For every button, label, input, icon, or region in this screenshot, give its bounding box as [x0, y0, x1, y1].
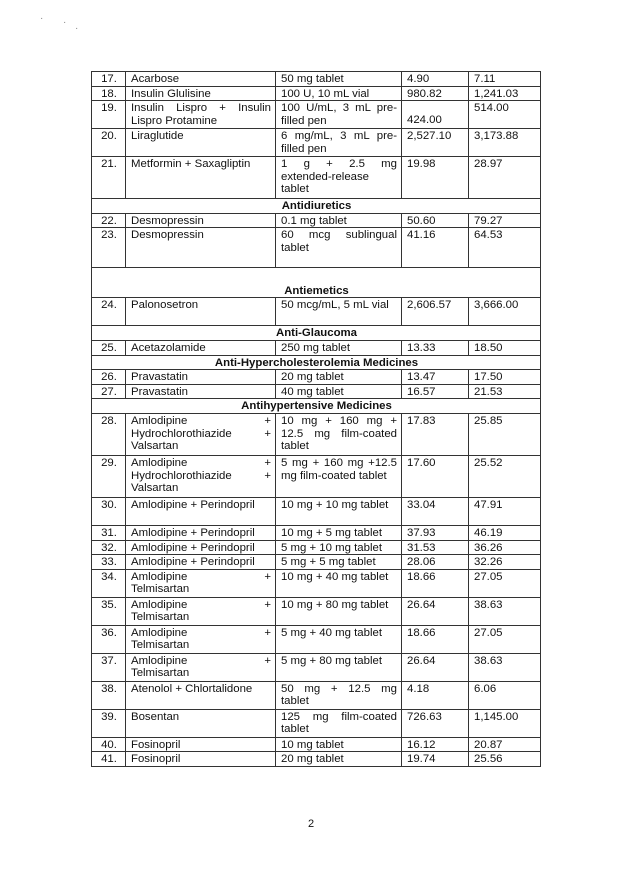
category-heading: Anti-Glaucoma	[92, 326, 541, 341]
table-row	[92, 72, 541, 87]
dosage-form: 0.1 mg tablet	[276, 213, 402, 228]
price-value-1: 28.06	[402, 555, 469, 570]
row-number: 17.	[92, 72, 126, 87]
price-value-2: 18.50	[469, 340, 541, 355]
price-value-2: 3,173.88	[469, 129, 541, 157]
medicine-name-line: Amlodipine +	[131, 598, 271, 611]
medicine-name: Insulin Glulisine	[126, 86, 276, 101]
medicine-table-body	[92, 72, 541, 767]
row-number: 25.	[92, 340, 126, 355]
table-row	[92, 340, 541, 355]
medicine-name: Acetazolamide	[126, 340, 276, 355]
price-value-2: 25.56	[469, 752, 541, 767]
table-row	[92, 86, 541, 101]
price-value-2: 25.85	[469, 413, 541, 455]
dosage-form: 100 U/mL, 3 mL pre-filled pen	[276, 101, 402, 129]
category-row	[92, 268, 541, 298]
medicine-name-line: Amlodipine +	[131, 456, 271, 469]
medicine-name	[126, 625, 276, 653]
table-row	[92, 653, 541, 681]
price-value-1: 37.93	[402, 525, 469, 540]
dosage-form: 5 mg + 40 mg tablet	[276, 625, 402, 653]
dosage-form: 10 mg + 40 mg tablet	[276, 569, 402, 597]
row-number: 27.	[92, 384, 126, 399]
table-row	[92, 525, 541, 540]
dosage-form: 10 mg + 10 mg tablet	[276, 497, 402, 525]
row-number: 19.	[92, 101, 126, 129]
medicine-name	[126, 455, 276, 497]
price-value-1: 726.63	[402, 709, 469, 737]
row-number: 39.	[92, 709, 126, 737]
table-row	[92, 101, 541, 129]
table-row	[92, 370, 541, 385]
row-number: 30.	[92, 497, 126, 525]
table-row	[92, 129, 541, 157]
price-value-1: 19.74	[402, 752, 469, 767]
price-value-2: 28.97	[469, 157, 541, 199]
medicine-name: Metformin + Saxagliptin	[126, 157, 276, 199]
dosage-form: 10 mg + 5 mg tablet	[276, 525, 402, 540]
table-row	[92, 384, 541, 399]
category-heading: Anti-Hypercholesterolemia Medicines	[92, 355, 541, 370]
table-row	[92, 455, 541, 497]
table-row	[92, 752, 541, 767]
dosage-form: 10 mg + 160 mg + 12.5 mg film-coated tablet	[276, 413, 402, 455]
dosage-form: 10 mg tablet	[276, 737, 402, 752]
medicine-name-line: Amlodipine +	[131, 626, 271, 639]
price-value-1	[402, 101, 469, 129]
table-row	[92, 737, 541, 752]
dosage-form: 50 mg tablet	[276, 72, 402, 87]
price-value-1: 4.18	[402, 681, 469, 709]
row-number: 28.	[92, 413, 126, 455]
table-row	[92, 540, 541, 555]
row-number: 24.	[92, 298, 126, 326]
price-value-1: 50.60	[402, 213, 469, 228]
price-value-1: 4.90	[402, 72, 469, 87]
category-row	[92, 199, 541, 214]
medicine-name	[126, 597, 276, 625]
price-value-2: 79.27	[469, 213, 541, 228]
dosage-form: 20 mg tablet	[276, 752, 402, 767]
price-value-1: 2,606.57	[402, 298, 469, 326]
medicine-name: Pravastatin	[126, 370, 276, 385]
table-row	[92, 213, 541, 228]
table-row	[92, 625, 541, 653]
price-value-1: 17.60	[402, 455, 469, 497]
table-row	[92, 298, 541, 326]
table-row	[92, 555, 541, 570]
medicine-name: Amlodipine + Perindopril	[126, 525, 276, 540]
price-value-2: 1,145.00	[469, 709, 541, 737]
price-value-1: 18.66	[402, 569, 469, 597]
category-row	[92, 399, 541, 414]
row-number: 38.	[92, 681, 126, 709]
row-number: 34.	[92, 569, 126, 597]
category-row	[92, 355, 541, 370]
medicine-name: Liraglutide	[126, 129, 276, 157]
price-value-2: 38.63	[469, 653, 541, 681]
medicine-name: Acarbose	[126, 72, 276, 87]
dosage-form: 20 mg tablet	[276, 370, 402, 385]
page-number: 2	[307, 818, 315, 830]
price-value-2: 36.26	[469, 540, 541, 555]
price-value-1: 33.04	[402, 497, 469, 525]
dosage-form: 5 mg + 10 mg tablet	[276, 540, 402, 555]
row-number: 18.	[92, 86, 126, 101]
category-heading: Antiemetics	[92, 268, 541, 298]
dosage-form: 6 mg/mL, 3 mL pre-filled pen	[276, 129, 402, 157]
medicine-name: Desmopressin	[126, 213, 276, 228]
price-value-1: 18.66	[402, 625, 469, 653]
price-value-2: 27.05	[469, 569, 541, 597]
medicine-name-line: Amlodipine +	[131, 414, 271, 427]
category-heading: Antidiuretics	[92, 199, 541, 214]
price-value-2: 514.00	[469, 101, 541, 129]
table-row	[92, 681, 541, 709]
price-value-2: 25.52	[469, 455, 541, 497]
price-value-1: 41.16	[402, 228, 469, 268]
price-value-1: 980.82	[402, 86, 469, 101]
medicine-name-line: Amlodipine +	[131, 654, 271, 667]
price-value-2: 7.11	[469, 72, 541, 87]
row-number: 21.	[92, 157, 126, 199]
row-number: 33.	[92, 555, 126, 570]
dosage-form: 10 mg + 80 mg tablet	[276, 597, 402, 625]
medicine-name: Bosentan	[126, 709, 276, 737]
price-value-1: 16.12	[402, 737, 469, 752]
table-row	[92, 413, 541, 455]
table-row	[92, 709, 541, 737]
price-value-2: 64.53	[469, 228, 541, 268]
dosage-form: 250 mg tablet	[276, 340, 402, 355]
dosage-form: 5 mg + 160 mg +12.5 mg film-coated tablet	[276, 455, 402, 497]
row-number: 26.	[92, 370, 126, 385]
medicine-name: Fosinopril	[126, 752, 276, 767]
price-value-2: 21.53	[469, 384, 541, 399]
price-value-2: 17.50	[469, 370, 541, 385]
row-number: 35.	[92, 597, 126, 625]
row-number: 31.	[92, 525, 126, 540]
medicine-name-line: Telmisartan	[131, 667, 190, 680]
medicine-name: Atenolol + Chlortalidone	[126, 681, 276, 709]
table-row	[92, 597, 541, 625]
price-value-2: 3,666.00	[469, 298, 541, 326]
price-value-1: 13.47	[402, 370, 469, 385]
price-value-2: 47.91	[469, 497, 541, 525]
row-number: 22.	[92, 213, 126, 228]
medicine-name: Fosinopril	[126, 737, 276, 752]
price-value-1: 19.98	[402, 157, 469, 199]
medicine-name	[126, 653, 276, 681]
medicine-name-line: Telmisartan	[131, 583, 190, 596]
medicine-name-line: Amlodipine +	[131, 570, 271, 583]
medicine-name	[126, 413, 276, 455]
dosage-form: 60 mcg sublingual tablet	[276, 228, 402, 268]
row-number: 23.	[92, 228, 126, 268]
medicine-name: Pravastatin	[126, 384, 276, 399]
medicine-price-table	[91, 71, 541, 767]
category-row	[92, 326, 541, 341]
medicine-name: Desmopressin	[126, 228, 276, 268]
price-value-1: 31.53	[402, 540, 469, 555]
price-value-2: 20.87	[469, 737, 541, 752]
row-number: 41.	[92, 752, 126, 767]
category-heading: Antihypertensive Medicines	[92, 399, 541, 414]
dosage-form: 5 mg + 5 mg tablet	[276, 555, 402, 570]
medicine-name-line: Telmisartan	[131, 611, 190, 624]
price-value-1: 17.83	[402, 413, 469, 455]
row-number: 20.	[92, 129, 126, 157]
medicine-name-line: Valsartan	[131, 482, 179, 495]
row-number: 40.	[92, 737, 126, 752]
medicine-name-line: Telmisartan	[131, 639, 190, 652]
price-value-1: 26.64	[402, 597, 469, 625]
price-value-2: 27.05	[469, 625, 541, 653]
price-value-2: 46.19	[469, 525, 541, 540]
table-row	[92, 228, 541, 268]
medicine-name: Amlodipine + Perindopril	[126, 540, 276, 555]
row-number: 37.	[92, 653, 126, 681]
medicine-name: Insulin Lispro + Insulin Lispro Protamine	[126, 101, 276, 129]
row-number: 29.	[92, 455, 126, 497]
price-value-2: 1,241.03	[469, 86, 541, 101]
price-value-1: 2,527.10	[402, 129, 469, 157]
price-value-1: 16.57	[402, 384, 469, 399]
dosage-form: 125 mg film-coated tablet	[276, 709, 402, 737]
price-value-2: 32.26	[469, 555, 541, 570]
row-number: 32.	[92, 540, 126, 555]
dosage-form: 5 mg + 80 mg tablet	[276, 653, 402, 681]
price-value-2: 6.06	[469, 681, 541, 709]
price-value-2: 38.63	[469, 597, 541, 625]
dosage-form: 50 mg + 12.5 mg tablet	[276, 681, 402, 709]
dosage-form: 100 U, 10 mL vial	[276, 86, 402, 101]
dosage-form: 40 mg tablet	[276, 384, 402, 399]
medicine-name-line: Hydrochlorothiazide +	[131, 427, 271, 440]
medicine-name-line: Hydrochlorothiazide +	[131, 469, 271, 482]
price-value-1-text: 424.00	[407, 114, 442, 127]
dosage-form: 1 g + 2.5 mg extended-release tablet	[276, 157, 402, 199]
row-number: 36.	[92, 625, 126, 653]
table-row	[92, 569, 541, 597]
medicine-name: Amlodipine + Perindopril	[126, 497, 276, 525]
medicine-name: Amlodipine + Perindopril	[126, 555, 276, 570]
medicine-name	[126, 569, 276, 597]
medicine-name-line: Valsartan	[131, 440, 179, 453]
medicine-name: Palonosetron	[126, 298, 276, 326]
price-value-1: 13.33	[402, 340, 469, 355]
table-row	[92, 497, 541, 525]
price-value-1: 26.64	[402, 653, 469, 681]
table-row	[92, 157, 541, 199]
dosage-form: 50 mcg/mL, 5 mL vial	[276, 298, 402, 326]
